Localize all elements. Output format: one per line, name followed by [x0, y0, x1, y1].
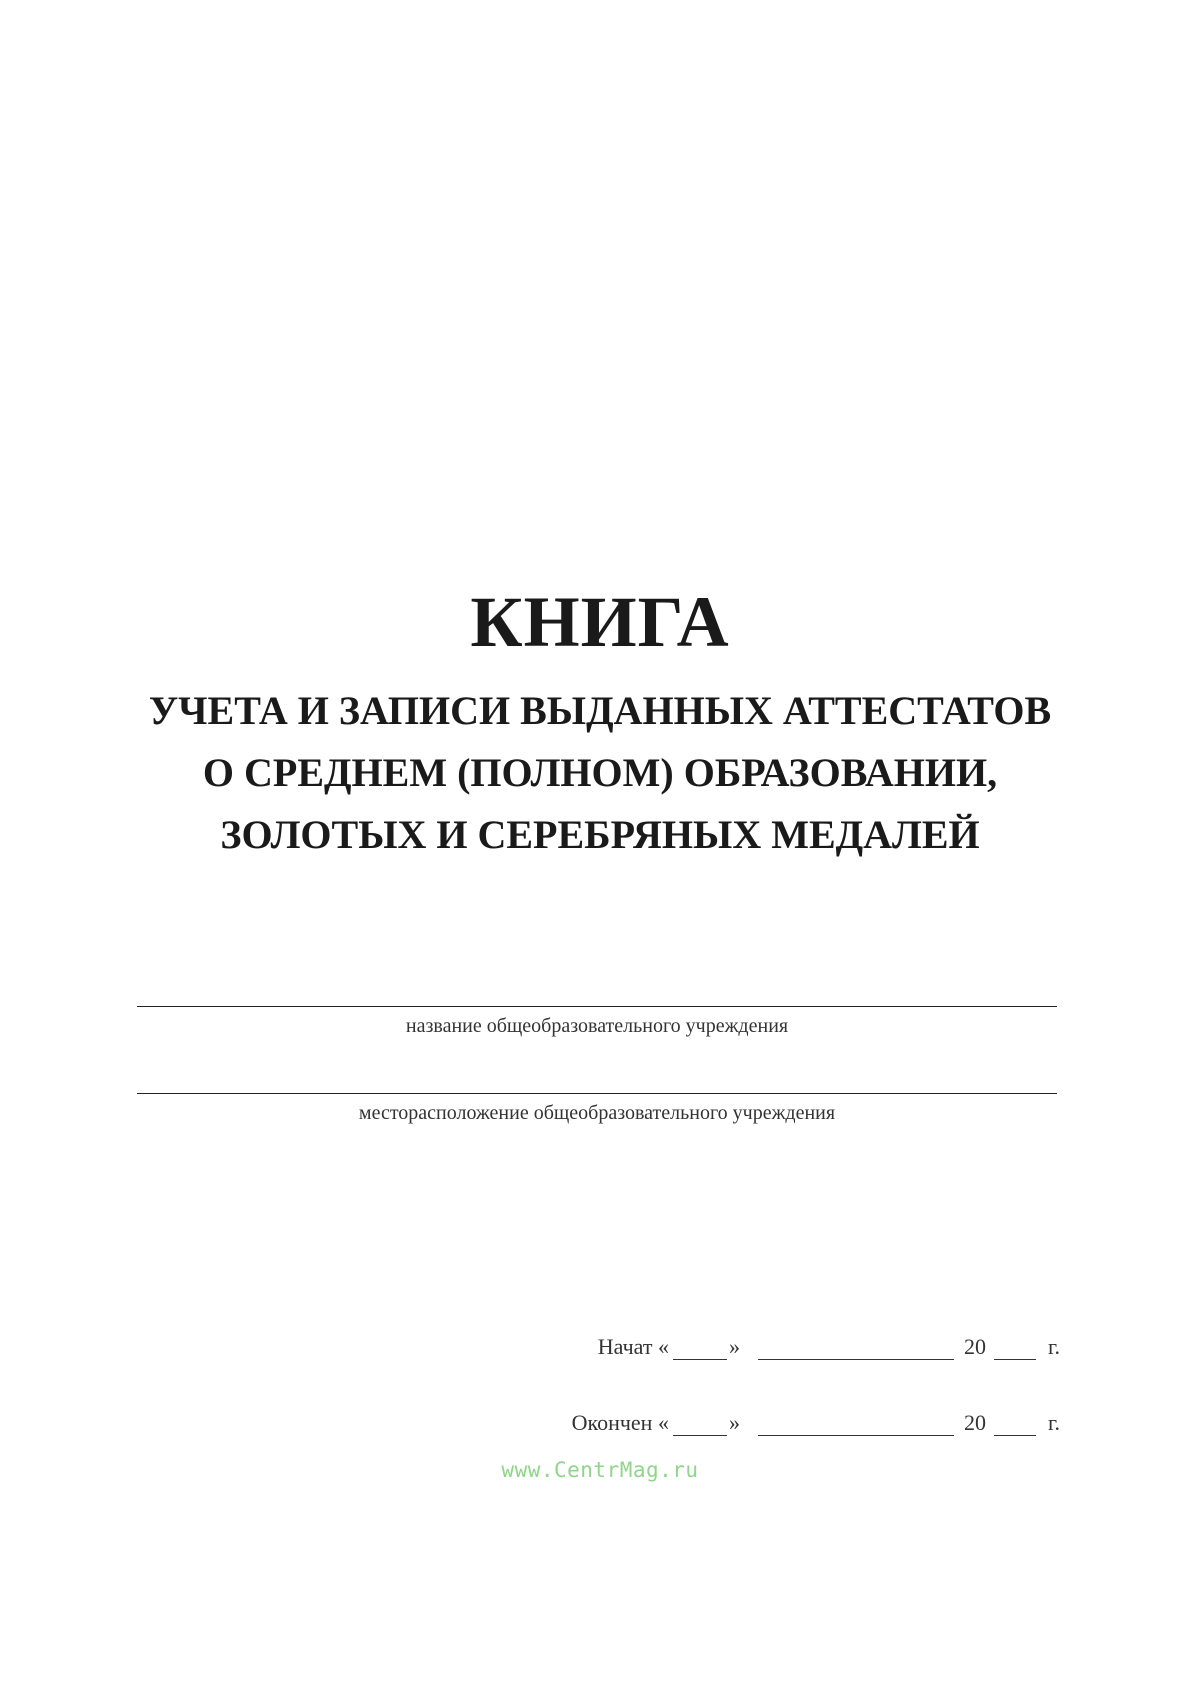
started-close-quote: »: [728, 1334, 740, 1359]
started-month-blank: [758, 1337, 954, 1360]
institution-name-caption: название общеобразовательного учреждения: [405, 1015, 789, 1037]
started-year-suffix: г.: [1047, 1334, 1060, 1359]
started-day-blank: [673, 1337, 727, 1360]
finished-month-blank: [758, 1413, 954, 1436]
watermark-text: www.CentrMag.ru: [501, 1458, 699, 1482]
started-label: Начат «: [597, 1334, 669, 1359]
finished-year-suffix: г.: [1047, 1410, 1060, 1435]
started-date-row: [598, 1326, 1060, 1360]
finished-year-blank: [994, 1413, 1036, 1436]
subtitle-line-1: УЧЕТА И ЗАПИСИ ВЫДАННЫХ АТТЕСТАТОВ: [148, 688, 1052, 733]
started-year-blank: [994, 1337, 1036, 1360]
institution-location-caption: месторасположение общеобразовательного учреждения: [358, 1102, 836, 1124]
finished-label: Окончен «: [571, 1410, 669, 1435]
document-title: КНИГА: [470, 582, 730, 662]
started-year-prefix: 20: [963, 1334, 986, 1359]
finished-date-row: [572, 1402, 1060, 1436]
institution-name-line: [137, 1006, 1057, 1007]
finished-year-prefix: 20: [963, 1410, 986, 1435]
finished-day-blank: [673, 1413, 727, 1436]
subtitle-line-3: ЗОЛОТЫХ И СЕРЕБРЯНЫХ МЕДАЛЕЙ: [220, 812, 980, 857]
institution-location-line: [137, 1093, 1057, 1094]
subtitle-line-2: О СРЕДНЕМ (ПОЛНОМ) ОБРАЗОВАНИИ,: [202, 750, 998, 795]
finished-close-quote: »: [728, 1410, 740, 1435]
document-subtitle: [100, 680, 1100, 866]
